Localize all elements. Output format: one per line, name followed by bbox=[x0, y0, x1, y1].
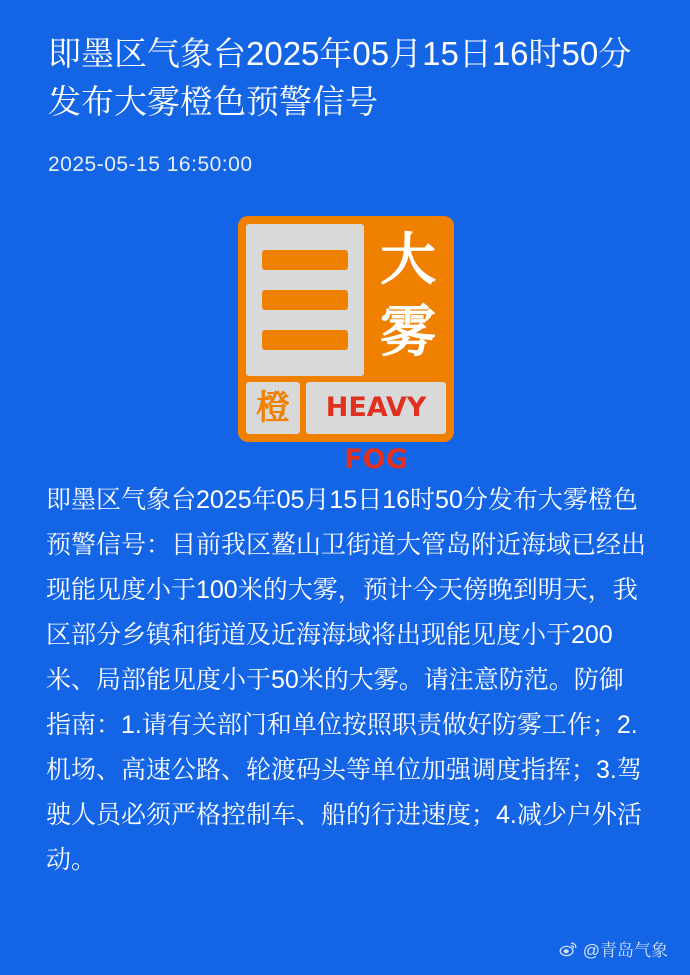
watermark-label: @青岛气象 bbox=[582, 941, 668, 960]
sign-top-section bbox=[246, 224, 446, 376]
fog-bar-2-icon bbox=[262, 290, 348, 310]
fog-bar-3-icon bbox=[262, 330, 348, 350]
sign-level-badge: 橙 bbox=[246, 382, 300, 434]
fog-bar-1-icon bbox=[262, 250, 348, 270]
weibo-icon bbox=[559, 940, 577, 958]
alert-body-text: 即墨区气象台2025年05月15日16时50分发布大雾橙色预警信号：目前我区鳌山卫街道大管岛附近海域已经出现能见度小于100米的大雾，预计今天傍晚到明天，我区部分乡镇和街道及近海海域将出现能见度小于200米、局部能见度小于50米的大雾。请注意防范。防御指南：1.请有关部门和单位按照职责做好防雾工作；2.机场、高速公路、轮渡码头等单位加强调度指挥；3.驾驶人员必须严格控制车、船的行进速度；4.减少户外活动。 bbox=[46, 486, 647, 874]
publish-timestamp: 2025-05-15 16:50:00 bbox=[48, 153, 253, 176]
page-title: 即墨区气象台2025年05月15日16时50分发布大雾橙色预警信号 bbox=[48, 35, 632, 120]
sign-title-en: HEAVY FOG bbox=[306, 382, 446, 434]
fog-bars-panel bbox=[246, 224, 364, 376]
watermark bbox=[559, 936, 668, 961]
sign-bottom-section bbox=[246, 382, 446, 475]
sign-title-cn: 大雾 bbox=[370, 224, 446, 376]
heavy-fog-warning-sign bbox=[238, 216, 454, 475]
